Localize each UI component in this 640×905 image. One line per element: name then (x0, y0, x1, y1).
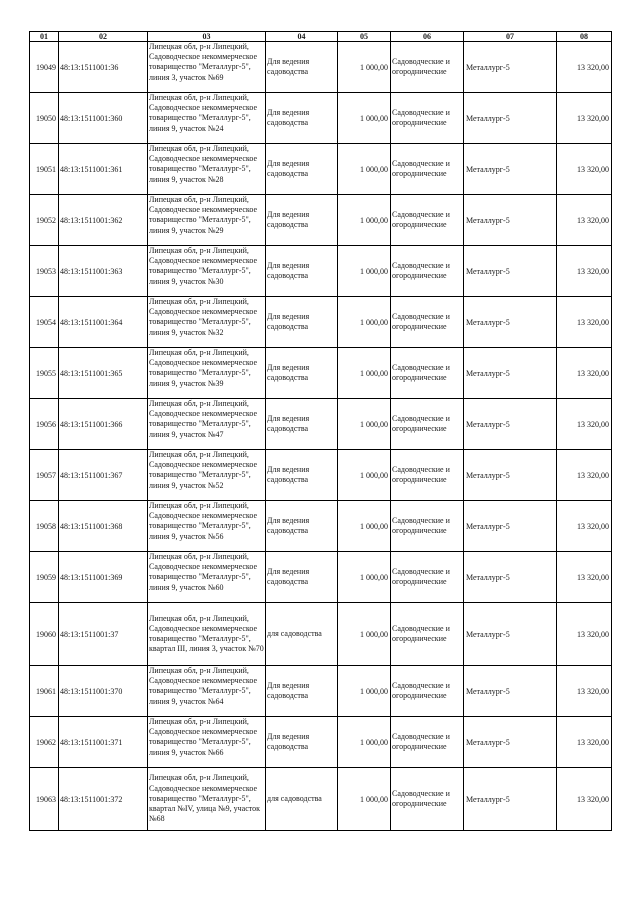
column-header-06: 06 (391, 32, 464, 42)
permitted-use-cell: Для ведения садоводства (266, 666, 338, 717)
area-cell: 1 000,00 (338, 768, 391, 831)
cadastral-value-cell: 13 320,00 (557, 93, 612, 144)
address-cell (148, 501, 266, 552)
record-number-cell: 19051 (30, 144, 59, 195)
settlement-cell: Металлург-5 (464, 450, 557, 501)
permitted-use-cell: Для ведения садоводства (266, 246, 338, 297)
cadastral-number-cell: 48:13:1511001:36 (59, 42, 148, 93)
area-cell: 1 000,00 (338, 42, 391, 93)
table-row (30, 195, 612, 246)
area-cell: 1 000,00 (338, 246, 391, 297)
permitted-use-cell: Для ведения садоводства (266, 399, 338, 450)
table-header (30, 32, 612, 42)
cadastral-number-cell: 48:13:1511001:368 (59, 501, 148, 552)
table-row (30, 42, 612, 93)
table-row (30, 144, 612, 195)
settlement-cell: Металлург-5 (464, 768, 557, 831)
area-cell: 1 000,00 (338, 717, 391, 768)
record-number-cell: 19056 (30, 399, 59, 450)
land-category-cell: Садоводческие и огороднические (391, 768, 464, 831)
cadastral-value-cell: 13 320,00 (557, 450, 612, 501)
column-header-05: 05 (338, 32, 391, 42)
permitted-use-cell: Для ведения садоводства (266, 297, 338, 348)
record-number-cell: 19055 (30, 348, 59, 399)
cadastral-number-cell: 48:13:1511001:362 (59, 195, 148, 246)
settlement-cell: Металлург-5 (464, 144, 557, 195)
area-cell: 1 000,00 (338, 195, 391, 246)
permitted-use-cell: Для ведения садоводства (266, 552, 338, 603)
address-cell (148, 348, 266, 399)
cadastral-number-cell: 48:13:1511001:37 (59, 603, 148, 666)
cadastral-value-cell: 13 320,00 (557, 501, 612, 552)
permitted-use-cell: Для ведения садоводства (266, 717, 338, 768)
settlement-cell: Металлург-5 (464, 552, 557, 603)
settlement-cell: Металлург-5 (464, 93, 557, 144)
address-cell (148, 93, 266, 144)
table-row (30, 603, 612, 666)
permitted-use-cell: Для ведения садоводства (266, 93, 338, 144)
land-category-cell: Садоводческие и огороднические (391, 552, 464, 603)
area-cell: 1 000,00 (338, 348, 391, 399)
record-number-cell: 19061 (30, 666, 59, 717)
table-row (30, 348, 612, 399)
settlement-cell: Металлург-5 (464, 195, 557, 246)
cadastral-number-cell: 48:13:1511001:372 (59, 768, 148, 831)
area-cell: 1 000,00 (338, 93, 391, 144)
table-row (30, 450, 612, 501)
land-category-cell: Садоводческие и огороднические (391, 42, 464, 93)
register-sheet (29, 31, 612, 831)
table-row (30, 297, 612, 348)
address-cell (148, 297, 266, 348)
permitted-use-cell: Для ведения садоводства (266, 450, 338, 501)
cadastral-value-cell: 13 320,00 (557, 297, 612, 348)
address-cell (148, 450, 266, 501)
settlement-cell: Металлург-5 (464, 717, 557, 768)
land-category-cell: Садоводческие и огороднические (391, 717, 464, 768)
record-number-cell: 19063 (30, 768, 59, 831)
table-row (30, 246, 612, 297)
column-header-07: 07 (464, 32, 557, 42)
record-number-cell: 19049 (30, 42, 59, 93)
table-row (30, 552, 612, 603)
column-header-04: 04 (266, 32, 338, 42)
cadastral-value-cell: 13 320,00 (557, 717, 612, 768)
land-plot-register-table (29, 31, 612, 831)
cadastral-number-cell: 48:13:1511001:366 (59, 399, 148, 450)
cadastral-value-cell: 13 320,00 (557, 246, 612, 297)
land-category-cell: Садоводческие и огороднические (391, 501, 464, 552)
land-category-cell: Садоводческие и огороднические (391, 603, 464, 666)
cadastral-value-cell: 13 320,00 (557, 195, 612, 246)
column-header-01: 01 (30, 32, 59, 42)
permitted-use-cell: для садоводства (266, 768, 338, 831)
permitted-use-cell: Для ведения садоводства (266, 501, 338, 552)
address-cell (148, 399, 266, 450)
settlement-cell: Металлург-5 (464, 297, 557, 348)
record-number-cell: 19053 (30, 246, 59, 297)
settlement-cell: Металлург-5 (464, 246, 557, 297)
record-number-cell: 19062 (30, 717, 59, 768)
land-category-cell: Садоводческие и огороднические (391, 348, 464, 399)
address-text: Липецкая обл, р-н Липецкий, Садоводческое некоммерческое товарищество "Металлург-5", линия 9, участок №47 (149, 399, 258, 439)
address-text: Липецкая обл, р-н Липецкий, Садоводческое некоммерческое товарищество "Металлург-5", линия 9, участок №56 (149, 501, 258, 541)
land-category-cell: Садоводческие и огороднические (391, 93, 464, 144)
cadastral-value-cell: 13 320,00 (557, 42, 612, 93)
land-category-cell: Садоводческие и огороднические (391, 450, 464, 501)
cadastral-value-cell: 13 320,00 (557, 399, 612, 450)
record-number-cell: 19059 (30, 552, 59, 603)
permitted-use-cell: для садоводства (266, 603, 338, 666)
land-category-cell: Садоводческие и огороднические (391, 666, 464, 717)
address-text: Липецкая обл, р-н Липецкий, Садоводческое некоммерческое товарищество "Металлург-5", квартал III, линия 3, участок №70 (149, 613, 264, 654)
address-cell (148, 144, 266, 195)
area-cell: 1 000,00 (338, 603, 391, 666)
address-text: Липецкая обл, р-н Липецкий, Садоводческое некоммерческое товарищество "Металлург-5", линия 9, участок №60 (149, 552, 258, 592)
area-cell: 1 000,00 (338, 666, 391, 717)
column-header-03: 03 (148, 32, 266, 42)
address-cell (148, 195, 266, 246)
settlement-cell: Металлург-5 (464, 603, 557, 666)
cadastral-value-cell: 13 320,00 (557, 348, 612, 399)
address-text: Липецкая обл, р-н Липецкий, Садоводческое некоммерческое товарищество "Металлург-5", линия 9, участок №52 (149, 450, 258, 490)
land-category-cell: Садоводческие и огороднические (391, 246, 464, 297)
record-number-cell: 19054 (30, 297, 59, 348)
settlement-cell: Металлург-5 (464, 42, 557, 93)
cadastral-value-cell: 13 320,00 (557, 603, 612, 666)
cadastral-number-cell: 48:13:1511001:365 (59, 348, 148, 399)
cadastral-number-cell: 48:13:1511001:371 (59, 717, 148, 768)
settlement-cell: Металлург-5 (464, 666, 557, 717)
area-cell: 1 000,00 (338, 501, 391, 552)
record-number-cell: 19057 (30, 450, 59, 501)
column-header-02: 02 (59, 32, 148, 42)
cadastral-value-cell: 13 320,00 (557, 552, 612, 603)
cadastral-value-cell: 13 320,00 (557, 666, 612, 717)
area-cell: 1 000,00 (338, 297, 391, 348)
address-text: Липецкая обл, р-н Липецкий, Садоводческое некоммерческое товарищество "Металлург-5", линия 9, участок №24 (149, 93, 258, 133)
address-text: Липецкая обл, р-н Липецкий, Садоводческое некоммерческое товарищество "Металлург-5", линия 9, участок №66 (149, 717, 258, 757)
land-category-cell: Садоводческие и огороднические (391, 195, 464, 246)
cadastral-number-cell: 48:13:1511001:367 (59, 450, 148, 501)
record-number-cell: 19058 (30, 501, 59, 552)
address-text: Липецкая обл, р-н Липецкий, Садоводческое некоммерческое товарищество "Металлург-5", линия 9, участок №39 (149, 348, 258, 388)
address-text: Липецкая обл, р-н Липецкий, Садоводческое некоммерческое товарищество "Металлург-5", линия 3, участок №69 (149, 42, 258, 82)
address-cell (148, 552, 266, 603)
settlement-cell: Металлург-5 (464, 501, 557, 552)
cadastral-value-cell: 13 320,00 (557, 144, 612, 195)
land-category-cell: Садоводческие и огороднические (391, 399, 464, 450)
address-text: Липецкая обл, р-н Липецкий, Садоводческое некоммерческое товарищество "Металлург-5", квартал №IV, улица №9, участок №68 (149, 773, 261, 824)
address-cell (148, 246, 266, 297)
table-row (30, 399, 612, 450)
table-row (30, 501, 612, 552)
settlement-cell: Металлург-5 (464, 399, 557, 450)
address-text: Липецкая обл, р-н Липецкий, Садоводческое некоммерческое товарищество "Металлург-5", линия 9, участок №29 (149, 195, 258, 235)
table-row (30, 717, 612, 768)
address-text: Липецкая обл, р-н Липецкий, Садоводческое некоммерческое товарищество "Металлург-5", линия 9, участок №30 (149, 246, 258, 286)
land-category-cell: Садоводческие и огороднические (391, 297, 464, 348)
record-number-cell: 19060 (30, 603, 59, 666)
record-number-cell: 19050 (30, 93, 59, 144)
table-body (30, 42, 612, 831)
cadastral-number-cell: 48:13:1511001:370 (59, 666, 148, 717)
address-text: Липецкая обл, р-н Липецкий, Садоводческое некоммерческое товарищество "Металлург-5", линия 9, участок №64 (149, 666, 258, 706)
address-cell (148, 666, 266, 717)
area-cell: 1 000,00 (338, 552, 391, 603)
area-cell: 1 000,00 (338, 144, 391, 195)
header-row (30, 32, 612, 42)
address-cell (148, 603, 266, 666)
address-cell (148, 768, 266, 831)
cadastral-number-cell: 48:13:1511001:363 (59, 246, 148, 297)
cadastral-number-cell: 48:13:1511001:364 (59, 297, 148, 348)
column-header-08: 08 (557, 32, 612, 42)
permitted-use-cell: Для ведения садоводства (266, 144, 338, 195)
area-cell: 1 000,00 (338, 399, 391, 450)
table-row (30, 666, 612, 717)
settlement-cell: Металлург-5 (464, 348, 557, 399)
permitted-use-cell: Для ведения садоводства (266, 348, 338, 399)
land-category-cell: Садоводческие и огороднические (391, 144, 464, 195)
permitted-use-cell: Для ведения садоводства (266, 42, 338, 93)
address-cell (148, 717, 266, 768)
cadastral-number-cell: 48:13:1511001:361 (59, 144, 148, 195)
table-row (30, 768, 612, 831)
cadastral-number-cell: 48:13:1511001:369 (59, 552, 148, 603)
area-cell: 1 000,00 (338, 450, 391, 501)
address-text: Липецкая обл, р-н Липецкий, Садоводческое некоммерческое товарищество "Металлург-5", линия 9, участок №28 (149, 144, 258, 184)
permitted-use-cell: Для ведения садоводства (266, 195, 338, 246)
table-row (30, 93, 612, 144)
cadastral-number-cell: 48:13:1511001:360 (59, 93, 148, 144)
address-cell (148, 42, 266, 93)
record-number-cell: 19052 (30, 195, 59, 246)
address-text: Липецкая обл, р-н Липецкий, Садоводческое некоммерческое товарищество "Металлург-5", линия 9, участок №32 (149, 297, 258, 337)
cadastral-value-cell: 13 320,00 (557, 768, 612, 831)
